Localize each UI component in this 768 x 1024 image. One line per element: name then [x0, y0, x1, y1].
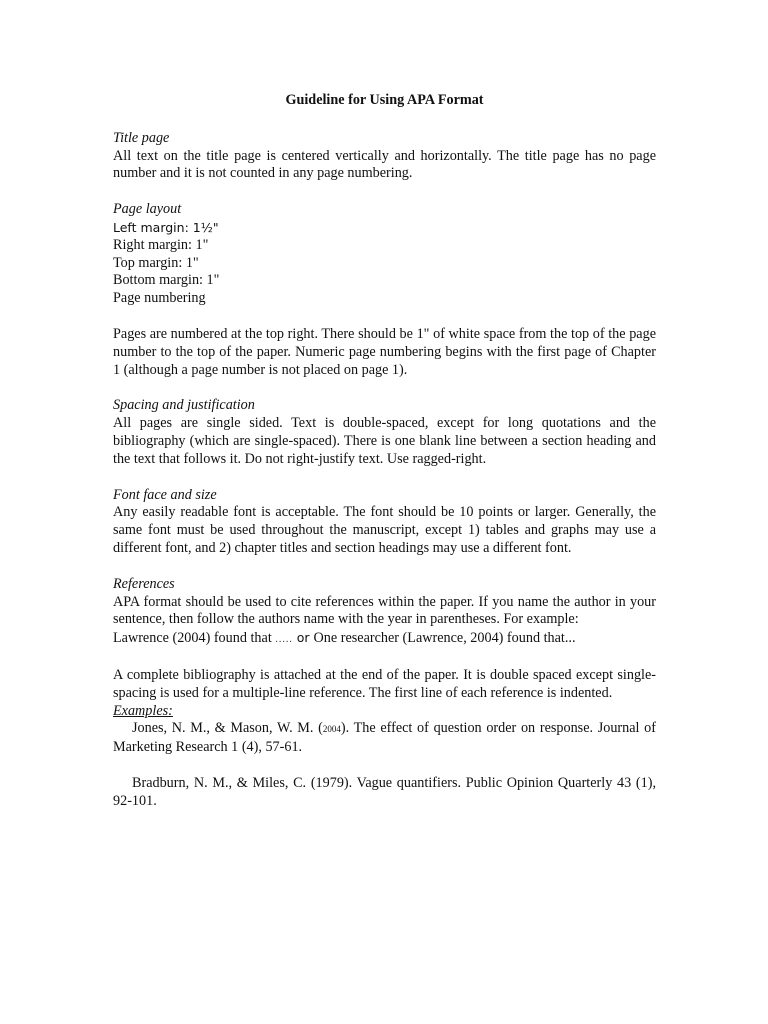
spacer [113, 558, 656, 576]
section-heading-title-page: Title page [113, 129, 170, 146]
reference-jones-end: ). The effect of question order on response. Journal of Marketing Research 1 (4), 57-61. [113, 720, 657, 756]
spacing-paragraph: All pages are single sided. Text is double-spaced, except for long quotations and the bibliography (which are single-spaced). There is one blank line between a section heading and the text that follows it. Do not right-justify text. Use ragged-right. [113, 415, 656, 467]
section-heading-spacing: Spacing and justification [113, 397, 255, 414]
spacer [113, 469, 656, 487]
spacer [113, 308, 656, 326]
citation-example-line [113, 629, 656, 649]
citation-example-end: One researcher (Lawrence, 2004) found that... [313, 630, 576, 647]
title-page-paragraph: All text on the title page is centered vertically and horizontally. The title page has no page number and it is not counted in any page numbering. [113, 147, 656, 182]
bottom-margin-line: Bottom margin: 1" [113, 272, 220, 289]
left-margin-line: Left margin: 1½" [113, 219, 219, 235]
reference-jones-year: 2004 [322, 724, 341, 735]
references-paragraph: APA format should be used to cite references within the paper. If you name the author in your sentence, then follow the authors name with the year in parentheses. For example: [113, 593, 656, 628]
spacer [113, 649, 656, 667]
section-heading-page-layout: Page layout [113, 201, 182, 218]
document-page [113, 92, 656, 811]
reference-jones-start: Jones, N. M., & Mason, W. M. ( [132, 720, 323, 737]
reference-entry-jones [113, 720, 656, 757]
page-numbering-paragraph: Pages are numbered at the top right. There should be 1" of white space from the top of the page number to the top of the paper. Numeric page numbering begins with the first page of Chapter 1 (although a page number is not placed on page 1). [113, 325, 656, 378]
citation-example-start: Lawrence (2004) found that [113, 630, 276, 647]
page-numbering-line: Page numbering [113, 290, 206, 307]
top-margin-line: Top margin: 1" [113, 254, 199, 271]
spacer [113, 757, 656, 775]
right-margin-line: Right margin: 1" [113, 236, 209, 253]
section-heading-references: References [113, 575, 175, 592]
spacer [113, 183, 656, 201]
bibliography-paragraph: A complete bibliography is attached at the end of the paper. It is double spaced except single-spacing is used for a multiple-line reference. The first line of each reference is indented. [113, 666, 656, 701]
spacer [113, 379, 656, 397]
section-heading-font: Font face and size [113, 486, 217, 503]
document-title: Guideline for Using APA Format [285, 92, 484, 108]
citation-example-or: or [292, 630, 314, 646]
font-paragraph: Any easily readable font is acceptable. The font should be 10 points or larger. Generally, the same font must be used throughout the manuscript, except 1) tables and graphs may use a different font, and 2) chapter titles and section headings may use a different font. [113, 504, 656, 556]
reference-entry-bradburn: Bradburn, N. M., & Miles, C. (1979). Vague quantifiers. Public Opinion Quarterly 43 (1), 92-101. [113, 774, 656, 809]
citation-example-ellipsis: ..... [275, 634, 293, 646]
examples-label: Examples: [113, 702, 173, 719]
